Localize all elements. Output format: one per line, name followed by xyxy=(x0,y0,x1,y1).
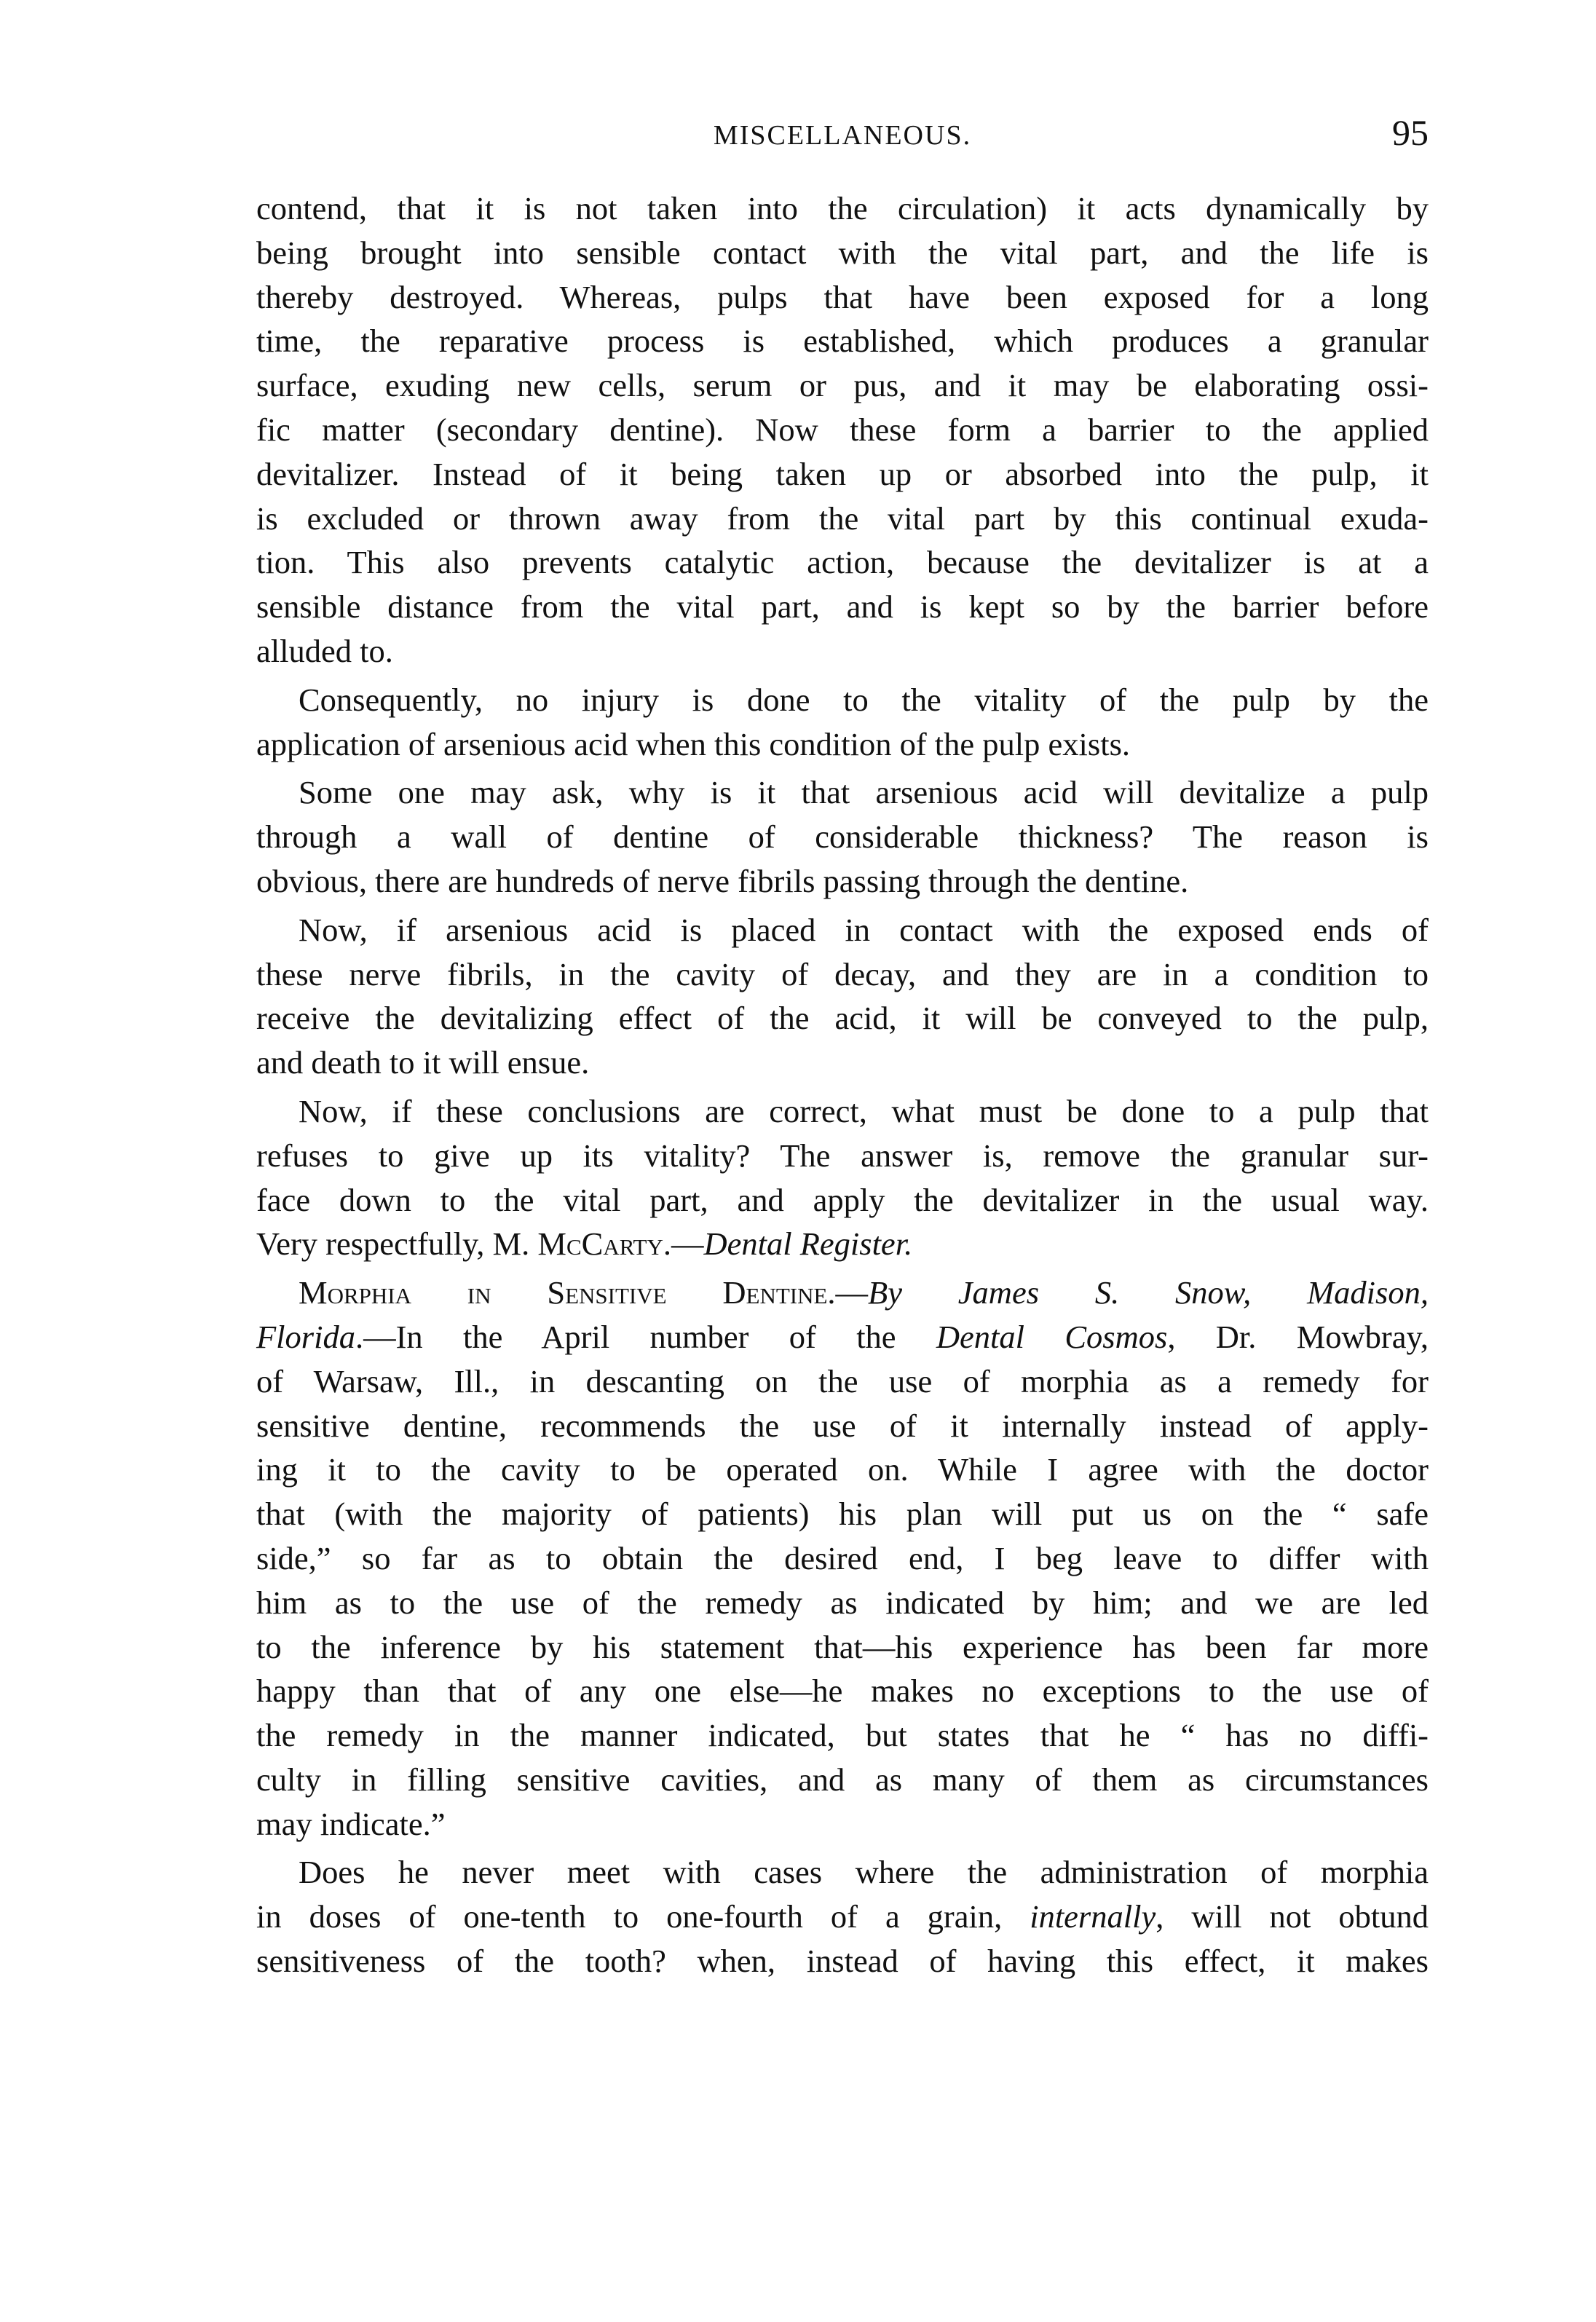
text-line: refuses to give up its vitality? The answer is, remove the granular sur- xyxy=(256,1137,1429,1174)
paragraph xyxy=(256,770,1429,903)
text-line: that (with the majority of patients) his plan will put us on the “ safe xyxy=(256,1496,1429,1533)
text-line: to the inference by his statement that—his experience has been far more xyxy=(256,1628,1429,1665)
text-line: tion. This also prevents catalytic action, because the devitalizer is at a xyxy=(256,544,1429,581)
text-line: receive the devitalizing effect of the acid, it will be conveyed to the pulp, xyxy=(256,1000,1429,1037)
text-line: Now, if these conclusions are correct, what must be done to a pulp that xyxy=(299,1092,1429,1129)
journal-name: Dental Cosmos xyxy=(936,1318,1168,1355)
text-line: sensitive dentine, recommends the use of it internally instead of apply- xyxy=(256,1407,1429,1444)
paragraph-continuation xyxy=(256,186,1429,674)
signoff-dash: .— xyxy=(663,1225,704,1263)
text-line: thereby destroyed. Whereas, pulps that have been exposed for a long xyxy=(256,278,1429,315)
article-heading-line xyxy=(256,1271,1429,1315)
signoff-prefix: Very respectfully, M. xyxy=(256,1225,538,1263)
text-line: Does he never meet with cases where the administration of morphia xyxy=(299,1854,1429,1891)
paragraph xyxy=(256,1089,1429,1266)
text-line: him as to the use of the remedy as indicated by him; and we are led xyxy=(256,1584,1429,1621)
text-line: time, the reparative process is established, which produces a granular xyxy=(256,323,1429,360)
paragraph xyxy=(256,908,1429,1085)
text-line: Consequently, no injury is done to the vitality of the pulp by the xyxy=(299,681,1429,718)
body-text xyxy=(256,186,1429,1983)
text-line: Florida.—In the April number of the Dental Cosmos, Dr. Mowbray, xyxy=(256,1318,1429,1355)
text-line: in doses of one-tenth to one-fourth of a grain, internally, will not obtund xyxy=(256,1898,1429,1935)
running-head xyxy=(256,112,1429,156)
text-line: may indicate.” xyxy=(256,1805,446,1842)
text-line: Now, if arsenious acid is placed in contact with the exposed ends of xyxy=(299,911,1429,948)
text-line: devitalizer. Instead of it being taken up or absorbed into the pulp, it xyxy=(256,455,1429,492)
text-line: of Warsaw, Ill., in descanting on the use of morphia as a remedy for xyxy=(256,1362,1429,1399)
article-paragraph xyxy=(256,1271,1429,1846)
text-line: ing it to the cavity to be operated on. While I agree with the doctor xyxy=(256,1451,1429,1488)
text-line: Some one may ask, why is it that arsenious acid will devitalize a pulp xyxy=(299,774,1429,811)
text-line: is excluded or thrown away from the vital part by this continual exuda- xyxy=(256,499,1429,537)
text-line: obvious, there are hundreds of nerve fibrils passing through the dentine. xyxy=(256,862,1189,899)
paragraph xyxy=(256,1850,1429,1983)
emphasis: internally xyxy=(1030,1898,1156,1935)
text-line: fic matter (secondary dentine). Now these form a barrier to the applied xyxy=(256,411,1429,448)
text-line: these nerve fibrils, in the cavity of decay, and they are in a condition to xyxy=(256,955,1429,992)
text-line: and death to it will ensue. xyxy=(256,1044,590,1081)
paragraph xyxy=(256,678,1429,767)
text-line: surface, exuding new cells, serum or pus, and it may be elaborating ossi- xyxy=(256,367,1429,404)
text-line: application of arsenious acid when this condition of the pulp exists. xyxy=(256,725,1131,762)
running-title: MISCELLANEOUS. xyxy=(713,120,972,151)
text-line: sensible distance from the vital part, and is kept so by the barrier before xyxy=(256,588,1429,625)
text-line: the remedy in the manner indicated, but states that he “ has no diffi- xyxy=(256,1717,1429,1754)
text-line: face down to the vital part, and apply the devitalizer in the usual way. xyxy=(256,1181,1429,1218)
signoff-line xyxy=(256,1222,1429,1266)
byline-place: Florida xyxy=(256,1318,355,1355)
article-byline: By James S. Snow, Madison, xyxy=(868,1274,1429,1311)
text-line: being brought into sensible contact with the vital part, and the life is xyxy=(256,234,1429,271)
text-line: sensitiveness of the tooth? when, instead of having this effect, it makes xyxy=(256,1943,1429,1980)
heading-dash: .— xyxy=(827,1274,869,1311)
author-name: McCarty xyxy=(537,1225,663,1263)
text-line: culty in filling sensitive cavities, and as many of them as circumstances xyxy=(256,1761,1429,1798)
text-line: happy than that of any one else—he makes no exceptions to the use of xyxy=(256,1673,1429,1710)
article-title: Morphia in Sensitive Dentine xyxy=(299,1274,828,1311)
text-line: alluded to. xyxy=(256,632,393,669)
page-number: 95 xyxy=(1392,112,1429,153)
source-journal: Dental Register. xyxy=(703,1225,913,1263)
text-line: contend, that it is not taken into the circulation) it acts dynamically by xyxy=(256,190,1429,226)
text-line: through a wall of dentine of considerable thickness? The reason is xyxy=(256,818,1429,856)
text-line: side,” so far as to obtain the desired end, I beg leave to differ with xyxy=(256,1539,1429,1576)
